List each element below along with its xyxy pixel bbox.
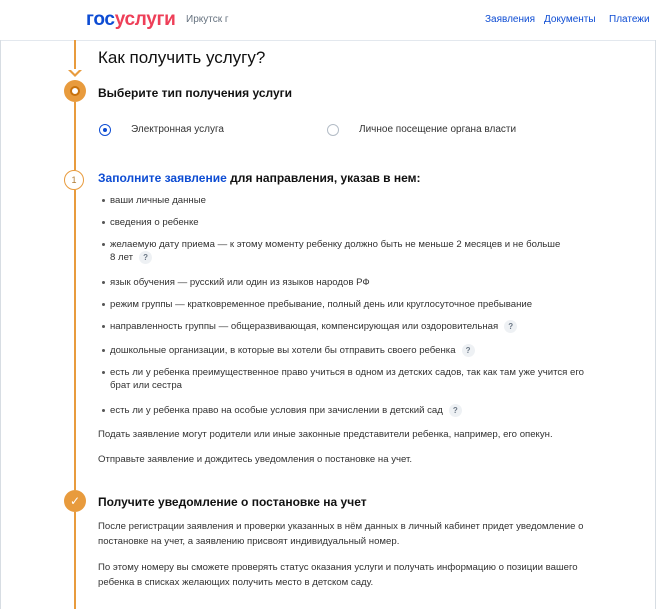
help-icon: ? — [139, 251, 152, 264]
help-icon: ? — [449, 404, 462, 417]
logo-part-uslugi: услуги — [114, 9, 176, 30]
list-item-text: 8 лет — [110, 252, 134, 263]
list-item-text: режим группы — кратковременное пребывание, полный день или круглосуточное пребывание — [110, 299, 533, 310]
timeline-line-top — [74, 40, 76, 72]
gosuslugi-logo[interactable] — [86, 9, 176, 31]
list-item — [110, 238, 560, 264]
timeline-line-3 — [74, 512, 76, 609]
help-icon: ? — [462, 344, 475, 357]
list-item — [110, 298, 532, 311]
fill-application-link[interactable]: Заполните заявление — [98, 171, 227, 185]
radio-electronic-button[interactable] — [99, 124, 111, 136]
list-item — [110, 194, 206, 207]
step-number-badge: 1 — [64, 170, 84, 190]
list-item-text: язык обучения — русский или один из языков народов РФ — [110, 277, 370, 288]
step2-title — [98, 171, 421, 185]
radio-personal-visit-label: Личное посещение органа власти — [359, 124, 517, 135]
applicant-note: Подать заявление могут родители или иные законные представители ребенка, например, его опекун. — [98, 429, 553, 440]
logo-part-gos: гос — [86, 9, 115, 30]
step3-title: Получите уведомление о постановке на учет — [98, 495, 367, 509]
radio-personal-visit-button[interactable] — [327, 124, 339, 136]
list-item — [110, 320, 517, 333]
timeline-line-2 — [74, 190, 76, 490]
top-header — [0, 0, 656, 41]
timeline-arrow-icon — [68, 70, 82, 77]
list-item — [110, 276, 370, 289]
list-item-text: есть ли у ребенка преимущественное право учиться в одном из детских садов, так как там уже учится его — [110, 367, 584, 378]
list-item — [110, 344, 475, 357]
step1-title: Выберите тип получения услуги — [98, 86, 293, 100]
registration-paragraph: После регистрации заявления и проверки указанных в нём данных в личный кабинет придет уведомление о постановке на учет, а заявлению присвоят индивидуальный номер. — [98, 521, 584, 547]
list-item-text: есть ли у ребенка право на особые условия при зачислении в детский сад — [110, 405, 443, 416]
radio-electronic[interactable] — [99, 124, 299, 138]
timeline-line-1 — [74, 102, 76, 170]
list-item — [110, 366, 584, 392]
list-item-text: сведения о ребенке — [110, 217, 199, 228]
list-item-text: желаемую дату приема — к этому моменту ребенку должно быть не меньше 2 месяцев и не больше — [110, 239, 561, 250]
radio-electronic-label: Электронная услуга — [131, 124, 224, 135]
nav-payments[interactable]: Платежи — [609, 14, 650, 25]
help-icon: ? — [504, 320, 517, 333]
list-item — [110, 216, 199, 229]
nav-applications[interactable]: Заявления — [485, 14, 536, 25]
status-check-paragraph: По этому номеру вы сможете проверять статус оказания услуги и получать информацию о позиции вашего ребенка в списках желающих получить место в детском саду. — [98, 562, 578, 588]
list-item-text: брат или сестра — [110, 380, 182, 391]
city-selector[interactable]: Иркутск г — [186, 14, 229, 25]
list-item — [110, 404, 462, 417]
list-item-text: дошкольные организации, в которые вы хотели бы отправить своего ребенка — [110, 345, 456, 356]
page-title: Как получить услугу? — [98, 48, 266, 67]
step-complete-check-icon: ✓ — [64, 490, 86, 512]
nav-documents[interactable]: Документы — [544, 14, 596, 25]
step-current-icon — [64, 80, 86, 102]
list-item-text: ваши личные данные — [110, 195, 206, 206]
list-item-text: направленность группы — общеразвивающая, компенсирующая или оздоровительная — [110, 321, 499, 332]
submit-note: Отправьте заявление и дождитесь уведомления о постановке на учет. — [98, 454, 413, 465]
radio-personal-visit[interactable] — [327, 124, 567, 138]
step2-title-rest: для направления, указав в нем: — [226, 171, 421, 185]
